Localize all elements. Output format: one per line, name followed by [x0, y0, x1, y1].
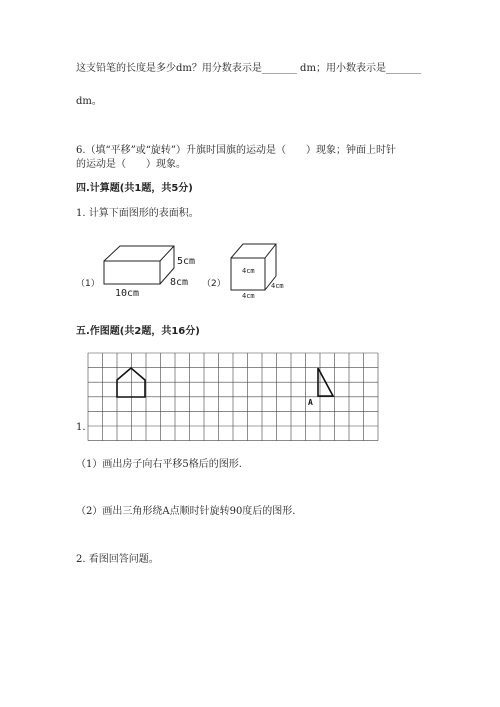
point-a-label: A	[308, 398, 313, 407]
cuboid-height-label: 5cm	[177, 256, 196, 267]
section-4-title: 四.计算题(共1题，共5分)	[76, 183, 193, 194]
cube-bottom-label: 4cm	[242, 292, 255, 300]
cube-side-label: 4cm	[271, 282, 284, 290]
draw-sub-question-2: （2）画出三角形绕A点顺时针旋转90度后的图形.	[76, 506, 296, 517]
draw-sub-question-1: （1）画出房子向右平移5格后的图形.	[76, 459, 242, 470]
pencil-question-line2: dm。	[76, 96, 102, 107]
draw-question-1: 1.	[76, 422, 86, 433]
cuboid-length-label: 10cm	[115, 288, 140, 299]
figure-2-label: （2）	[202, 279, 226, 289]
question-6-line2: 的运动是（ ）现象。	[76, 159, 186, 170]
calc-question-1: 1. 计算下面图形的表面积。	[76, 208, 199, 219]
pencil-question-line1: 这支铅笔的长度是多少dm？用分数表示是_______ dm；用小数表示是_______	[76, 63, 421, 74]
question-2: 2. 看图回答问题。	[76, 554, 159, 565]
cuboid-depth-label: 8cm	[170, 277, 189, 288]
cuboid-figure	[104, 246, 174, 284]
figure-1-label: （1）	[76, 279, 100, 289]
question-6-line1: 6.（填“平移”或“旋转”）升旗时国旗的运动是（ ）现象；钟面上时针	[76, 145, 396, 156]
cube-front-label: 4cm	[242, 267, 255, 275]
section-5-title: 五.作图题(共2题，共16分)	[76, 326, 200, 337]
